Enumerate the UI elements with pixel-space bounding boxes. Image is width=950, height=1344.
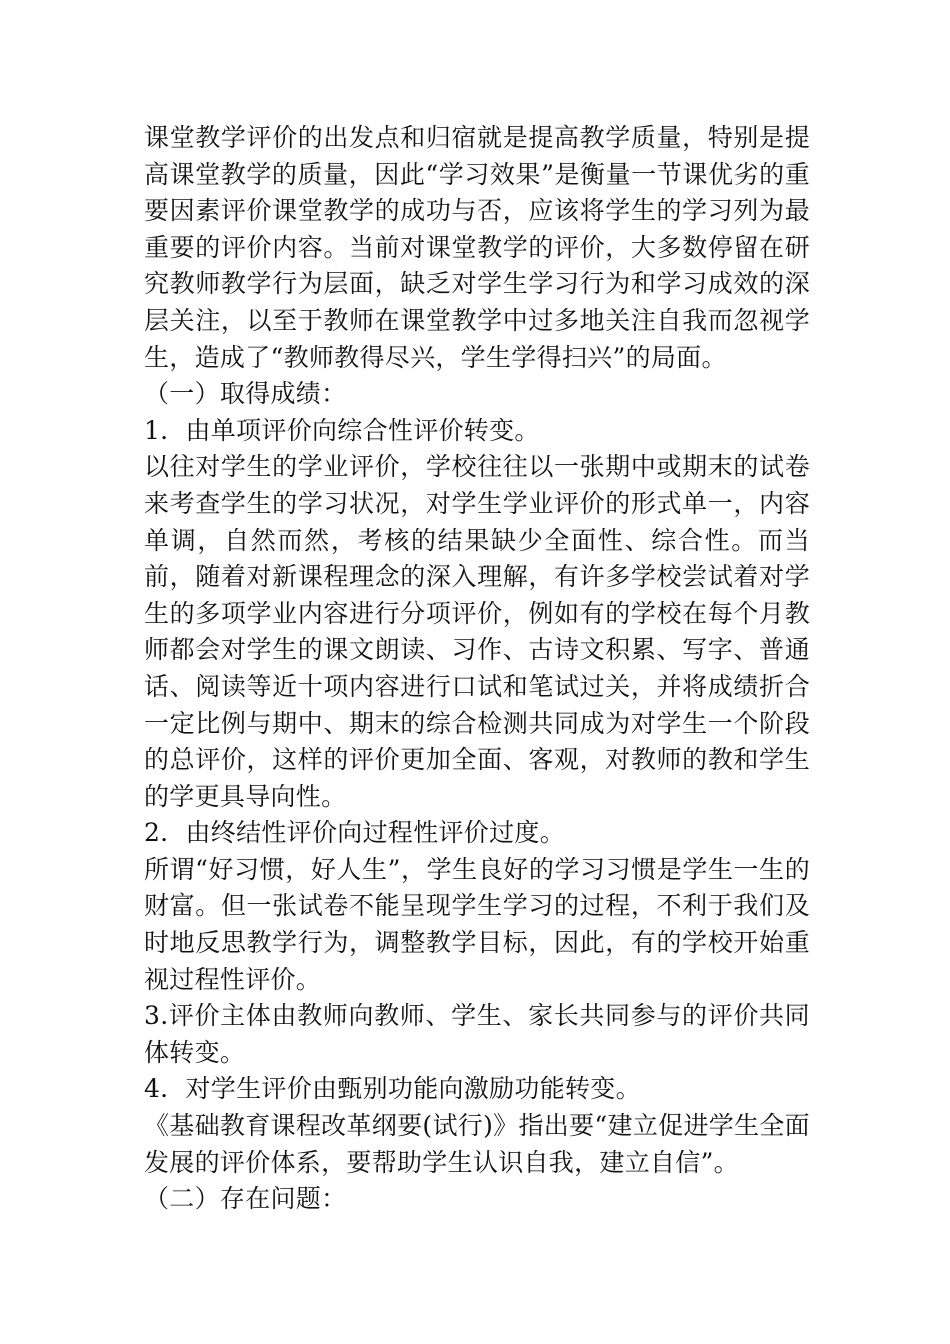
paragraph-item-1: 以往对学生的学业评价，学校往往以一张期中或期末的试卷来考查学生的学习状况，对学生学业评价的形式单一，内容单调，自然而然，考核的结果缺少全面性、综合性。而当前，随着对新课程理念的深入理解，有许多学校尝试着对学生的多项学业内容进行分项评价，例如有的学校在每个月教师都会对学生的课文朗读、习作、古诗文积累、写字、普通话、阅读等近十项内容进行口试和笔试过关，并将成绩折合一定比例与期中、期末的综合检测共同成为对学生一个阶段的总评价，这样的评价更加全面、客观，对教师的教和学生的学更具导向性。 (144, 452, 810, 811)
section-heading-achievements: （一）取得成绩： (144, 379, 347, 409)
item-heading-4: 4．对学生评价由甄别功能向激励功能转变。 (144, 1074, 641, 1104)
paragraph-item-4: 《基础教育课程改革纲要(试行)》指出要“建立促进学生全面发展的评价体系，要帮助学生认识自我，建立自信”。 (144, 1111, 810, 1177)
paragraph-intro: 课堂教学评价的出发点和归宿就是提高教学质量，特别是提高课堂教学的质量，因此“学习效果”是衡量一节课优劣的重要因素评价课堂教学的成功与否，应该将学生的学习列为最重要的评价内容。当前对课堂教学的评价，大多数停留在研究教师教学行为层面，缺乏对学生学习行为和学习成效的深层关注，以至于教师在课堂教学中过多地关注自我而忽视学生，造成了“教师教得尽兴，学生学得扫兴”的局面。 (144, 123, 810, 372)
document-body (144, 120, 810, 1218)
section-heading-problems: （二）存在问题： (144, 1184, 347, 1214)
item-heading-2: 2．由终结性评价向过程性评价过度。 (144, 818, 566, 848)
paragraph-item-2: 所谓“好习惯，好人生”，学生良好的学习习惯是学生一生的财富。但一张试卷不能呈现学生学习的过程，不利于我们及时地反思教学行为，调整教学目标，因此，有的学校开始重视过程性评价。 (144, 854, 810, 994)
item-heading-1: 1．由单项评价向综合性评价转变。 (144, 415, 540, 445)
item-heading-3: 3.评价主体由教师向教师、学生、家长共同参与的评价共同体转变。 (144, 1001, 810, 1067)
